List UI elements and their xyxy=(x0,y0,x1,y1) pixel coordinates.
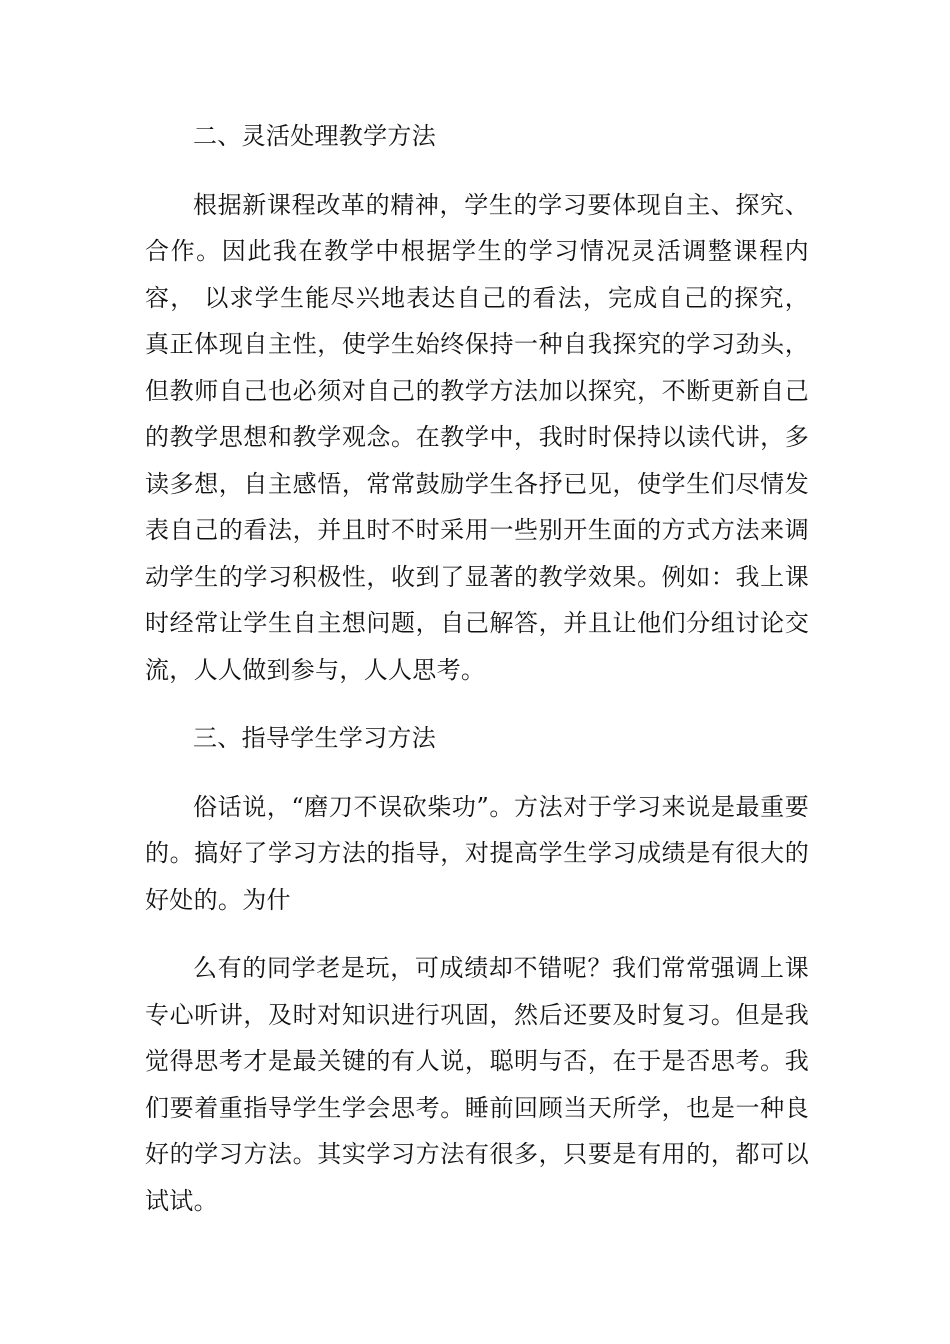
paragraph: 根据新课程改革的精神，学生的学习要体现自主、探究、合作。因此我在教学中根据学生的学习情况灵活调整课程内容， 以求学生能尽兴地表达自己的看法，完成自己的探究，真正体现自主性，使学生始终保持一种自我探究的学习劲头，但教师自己也必须对自己的教学方法加以探究，不断更新自己的教学思想和教学观念。在教学中，我时时保持以读代讲，多读多想，自主感悟，常常鼓励学生各抒已见，使学生们尽情发表自己的看法，并且时不时采用一些别开生面的方式方法来调动学生的学习积极性，收到了显著的教学效果。例如：我上课时经常让学生自主想问题，自己解答，并且让他们分组讨论交流，人人做到参与，人人思考。 xyxy=(145,190,809,684)
section-heading-2: 二、灵活处理教学方法 xyxy=(193,122,436,150)
section-heading-3: 三、指导学生学习方法 xyxy=(193,724,436,752)
paragraph: 俗话说，“磨刀不误砍柴功”。方法对于学习来说是最重要的。搞好了学习方法的指导，对提高学生学习成绩是有很大的好处的。为什 xyxy=(145,792,809,914)
paragraph: 么有的同学老是玩，可成绩却不错呢？我们常常强调上课专心听讲，及时对知识进行巩固，然后还要及时复习。但是我觉得思考才是最关键的有人说，聪明与否，在于是否思考。我们要着重指导学生学会思考。睡前回顾当天所学，也是一种良好的学习方法。其实学习方法有很多，只要是有用的，都可以试试。 xyxy=(145,954,809,1215)
document-page xyxy=(145,113,809,1246)
